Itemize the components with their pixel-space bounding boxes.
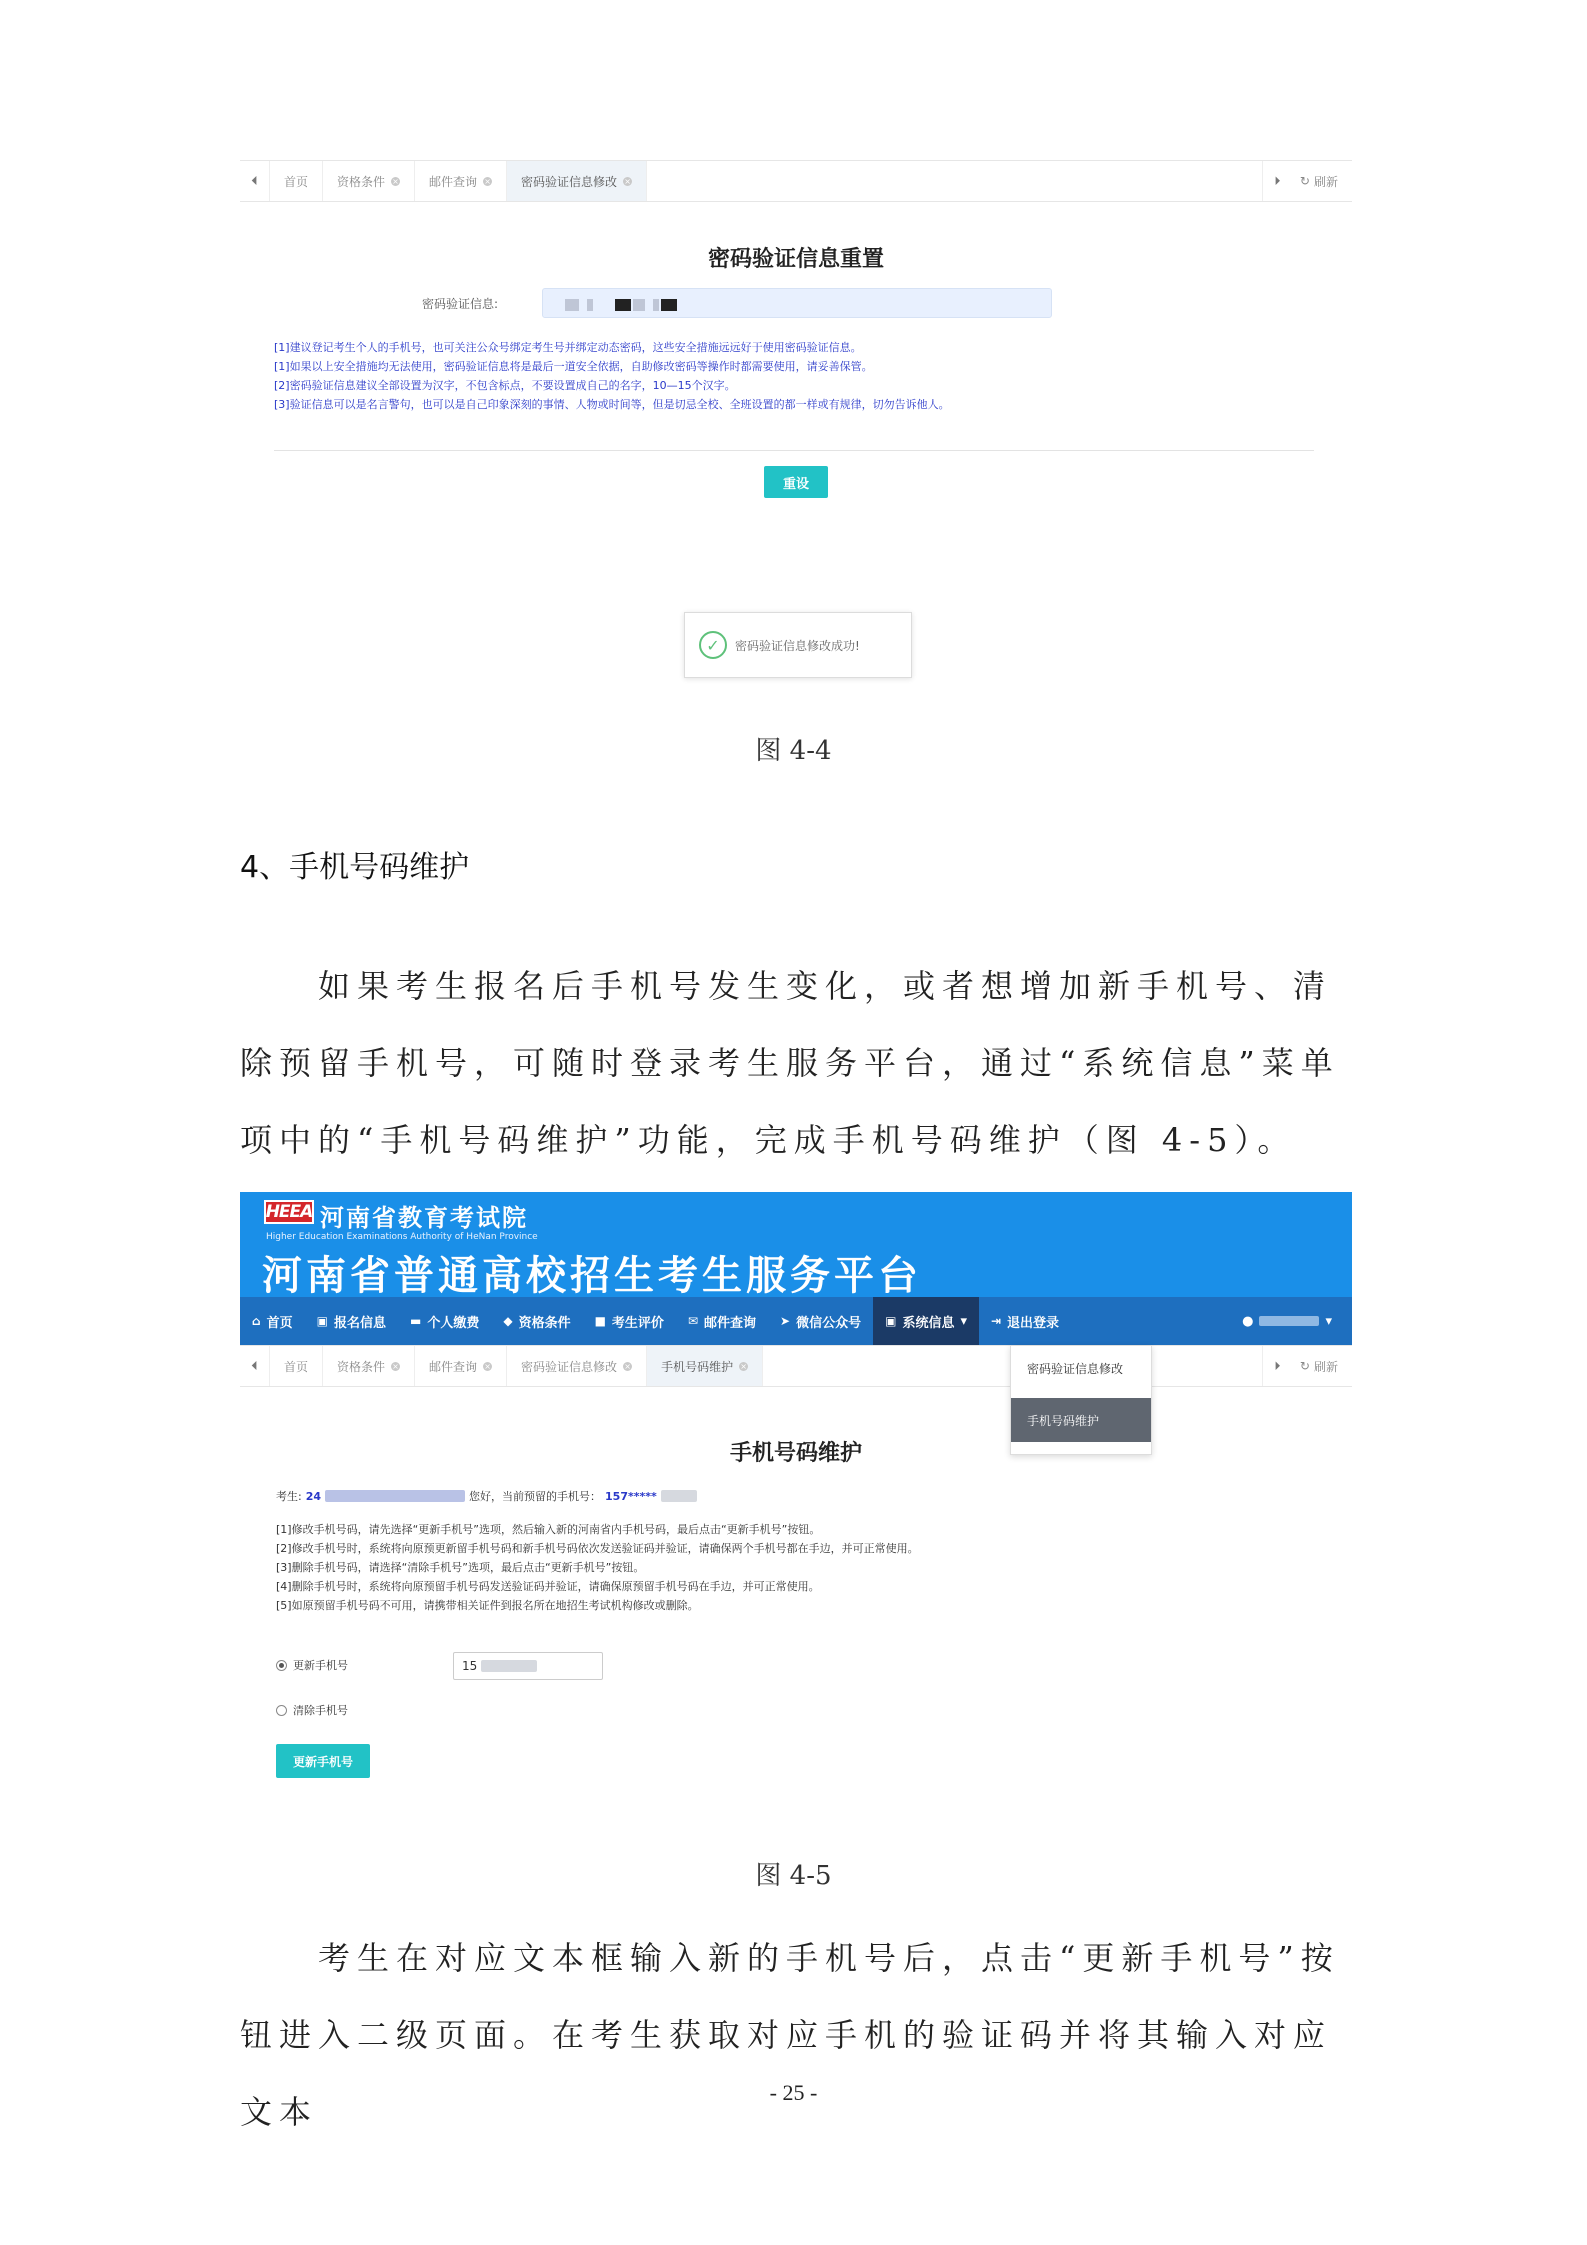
section-heading: 4、手机号码维护 (240, 850, 470, 885)
menu-label: 资格条件 (518, 1315, 571, 1331)
tab-password-edit[interactable] (507, 1346, 647, 1386)
menu-label: 首页 (266, 1315, 293, 1331)
tab-mail-query[interactable] (415, 161, 507, 201)
user-menu[interactable] (1242, 1297, 1332, 1345)
tab-mail-query[interactable] (415, 1346, 507, 1386)
tab-label: 资格条件 (337, 174, 386, 189)
system-info-dropdown (1010, 1345, 1152, 1455)
close-icon[interactable]: × (740, 1361, 747, 1371)
dropdown-item-password-edit[interactable]: 密码验证信息修改 (1027, 1361, 1124, 1376)
close-icon[interactable]: × (392, 176, 399, 186)
screenshot-password-reset (240, 160, 1352, 690)
page-title: 手机号码维护 (729, 1441, 862, 1466)
close-icon[interactable]: × (392, 1361, 399, 1371)
menu-mail[interactable] (676, 1297, 768, 1345)
paragraph-text: 考生在对应文本框输入新的手机号后，点击“更新手机号”按钮进入二级页面。在考生获取对应手机的验证码并将其输入对应文本 (240, 1939, 1340, 2131)
close-icon[interactable]: × (484, 1361, 491, 1371)
password-info-input[interactable] (542, 288, 1052, 318)
caret-down-icon: ▾ (960, 1313, 967, 1329)
note-line: [1]如果以上安全措施均无法使用，密码验证信息将是最后一道安全依据，自助修改密码等操作时都需要使用，请妥善保管。 (274, 360, 873, 373)
greeting-text: 您好，当前预留的手机号： (469, 1490, 602, 1503)
book-icon: ■ (594, 1314, 606, 1328)
note-line: [1]建议登记考生个人的手机号，也可关注公众号绑定考生号并绑定动态密码，这些安全措施远远好于使用密码验证信息。 (274, 341, 862, 354)
tab-scroll-right-icon[interactable]: ⏵ (1262, 161, 1292, 201)
close-icon[interactable]: × (484, 176, 491, 186)
caret-down-icon: ▾ (1325, 1313, 1332, 1329)
examinee-info (276, 1488, 697, 1504)
page-title: 密码验证信息重置 (707, 247, 884, 272)
examinee-id-mask (325, 1490, 465, 1502)
figure-caption-4-4: 图 4-4 (755, 736, 832, 766)
tab-bar (240, 160, 1352, 202)
note-line: [1]修改手机号码，请先选择“更新手机号”选项，然后输入新的河南省内手机号码，最后点击“更新手机号”按钮。 (276, 1523, 821, 1536)
menu-label: 微信公众号 (796, 1315, 862, 1331)
close-icon[interactable]: × (624, 1361, 631, 1371)
tab-scroll-left-icon[interactable]: ⏴ (240, 1346, 270, 1386)
radio-label: 更新手机号 (293, 1659, 348, 1672)
note-line: [2]密码验证信息建议全部设置为汉字，不包含标点，不要设置成自己的名字，10—15个汉字。 (274, 379, 736, 392)
note-line: [2]修改手机号时，系统将向原预更新留手机号码和新手机号码依次发送验证码并验证，请确保两个手机号都在手边，并可正常使用。 (276, 1542, 919, 1555)
password-info-label: 密码验证信息: (422, 297, 499, 311)
screenshot-phone-maintenance (240, 1192, 1352, 1792)
phone-input-value: 15 (462, 1659, 478, 1673)
tab-label: 密码验证信息修改 (521, 174, 618, 189)
check-circle-icon: ✓ (699, 631, 727, 659)
tab-label: 首页 (284, 1359, 309, 1374)
radio-update-phone[interactable] (276, 1657, 348, 1673)
note-line: [5]如原预留手机号码不可用，请携带相关证件到报名所在地招生考试机构修改或删除。 (276, 1599, 699, 1612)
phone-mask (661, 1490, 697, 1502)
menu-qualification[interactable] (491, 1297, 582, 1345)
refresh-button[interactable] (1292, 1346, 1352, 1386)
tab-label: 邮件查询 (429, 1359, 478, 1374)
menu-home[interactable] (240, 1297, 305, 1345)
menu-payment[interactable] (398, 1297, 491, 1345)
menu-label: 考生评价 (611, 1315, 664, 1331)
examinee-id: 24 (305, 1489, 322, 1503)
menu-label: 个人缴费 (427, 1315, 480, 1331)
home-icon: ⌂ (252, 1314, 261, 1328)
tab-phone-maintenance[interactable] (647, 1346, 763, 1386)
tab-qualification[interactable] (323, 1346, 415, 1386)
divider (274, 450, 1314, 451)
refresh-icon: ↻ (1299, 174, 1310, 188)
figure-caption-4-5: 图 4-5 (755, 1861, 832, 1891)
radio-label: 清除手机号 (293, 1704, 348, 1717)
page-number: - 25 - (769, 2080, 818, 2105)
tab-label: 密码验证信息修改 (521, 1359, 618, 1374)
tag-icon: ◆ (503, 1314, 513, 1328)
close-icon[interactable]: × (624, 176, 631, 186)
envelope-icon: ✉ (687, 1314, 698, 1328)
menu-evaluation[interactable] (583, 1297, 676, 1345)
card-icon: ▬ (409, 1314, 422, 1328)
new-phone-input[interactable] (453, 1652, 603, 1680)
tab-qualification[interactable] (323, 161, 415, 201)
dropdown-item-phone-maintenance[interactable]: 手机号码维护 (1011, 1398, 1151, 1442)
id-card-icon: ▣ (885, 1314, 897, 1328)
tab-bar (240, 1345, 1352, 1387)
tab-password-edit[interactable] (507, 161, 647, 201)
update-phone-button[interactable]: 更新手机号 (276, 1744, 370, 1778)
site-banner (240, 1192, 1352, 1297)
username-masked (1259, 1316, 1319, 1326)
sign-out-icon: ⇥ (990, 1314, 1002, 1328)
success-toast (684, 612, 912, 678)
menu-label: 邮件查询 (704, 1315, 757, 1331)
reserved-phone: 157***** (605, 1489, 657, 1503)
menu-label: 系统信息 (902, 1315, 955, 1331)
tab-label: 手机号码维护 (661, 1359, 734, 1374)
refresh-label: 刷新 (1313, 174, 1338, 189)
menu-label: 退出登录 (1007, 1315, 1060, 1331)
tab-label: 首页 (284, 174, 309, 189)
heea-logo: HEEA (265, 1202, 313, 1222)
main-menu (240, 1297, 1352, 1345)
note-line: [3]验证信息可以是名言警句，也可以是自己印象深刻的事情、人物或时间等，但是切忌全校、全班设置的都一样或有规律，切勿告诉他人。 (274, 398, 950, 411)
password-notes (274, 338, 1314, 414)
phone-input-mask (481, 1660, 537, 1672)
body-paragraph (240, 948, 1352, 1178)
examinee-label: 考生: (276, 1490, 302, 1503)
tab-home[interactable] (270, 161, 323, 201)
radio-clear-phone[interactable] (276, 1702, 348, 1718)
send-icon: ➤ (780, 1314, 791, 1328)
id-card-icon: ▣ (316, 1314, 328, 1328)
tab-label: 资格条件 (337, 1359, 386, 1374)
tab-home[interactable] (270, 1346, 323, 1386)
org-name: 河南省教育考试院 (320, 1204, 528, 1232)
platform-title: 河南省普通高校招生考生服务平台 (262, 1253, 922, 1297)
paragraph-text: 如果考生报名后手机号发生变化，或者想增加新手机号、清除预留手机号，可随时登录考生服务平台，通过“系统信息”菜单项中的“手机号码维护”功能，完成手机号码维护（图 4-5）。 (240, 967, 1340, 1159)
refresh-icon: ↻ (1299, 1359, 1310, 1373)
org-name-english: Higher Education Examinations Authority of HeNan Province (266, 1232, 538, 1242)
menu-system-info[interactable] (873, 1297, 979, 1345)
user-icon: ● (1242, 1313, 1254, 1329)
menu-wechat[interactable] (768, 1297, 873, 1345)
tab-label: 邮件查询 (429, 174, 478, 189)
menu-registration[interactable] (305, 1297, 398, 1345)
menu-logout[interactable] (979, 1297, 1071, 1345)
toast-message: 密码验证信息修改成功! (735, 638, 860, 653)
radio-button[interactable] (276, 1660, 287, 1671)
tab-scroll-right-icon[interactable]: ⏵ (1262, 1346, 1292, 1386)
reset-button[interactable]: 重设 (764, 466, 828, 498)
tab-scroll-left-icon[interactable]: ⏴ (240, 161, 270, 201)
radio-button[interactable] (276, 1705, 287, 1716)
phone-notes (276, 1520, 1336, 1615)
refresh-label: 刷新 (1313, 1359, 1338, 1374)
menu-label: 报名信息 (333, 1315, 386, 1331)
note-line: [3]删除手机号码，请选择“清除手机号”选项，最后点击“更新手机号”按钮。 (276, 1561, 645, 1574)
refresh-button[interactable] (1292, 161, 1352, 201)
note-line: [4]删除手机号时，系统将向原预留手机号码发送验证码并验证，请确保原预留手机号码在手边，并可正常使用。 (276, 1580, 820, 1593)
